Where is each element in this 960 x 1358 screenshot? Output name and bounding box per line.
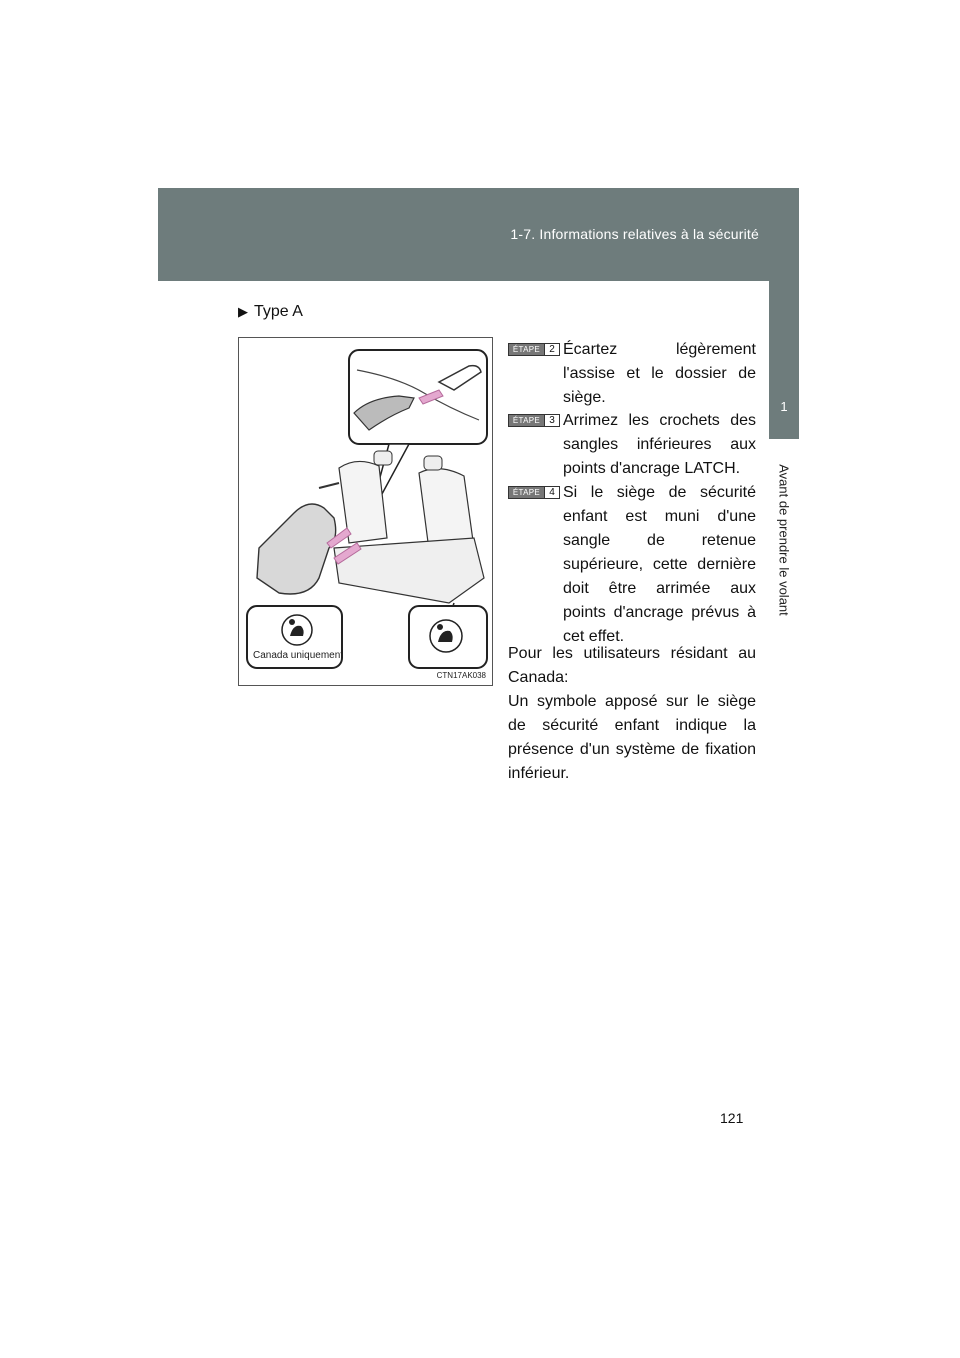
header-band: [158, 188, 799, 281]
chapter-tab: [769, 281, 799, 439]
step-number: 2: [544, 344, 559, 355]
canada-note: [508, 642, 756, 786]
step-text: Écartez légèrement l'assise et le dossier de siège.: [563, 341, 756, 406]
step-3: [508, 409, 756, 481]
step-badge-label: ÉTAPE: [509, 344, 544, 355]
page-number: 121: [720, 1110, 744, 1126]
chapter-label: Avant de prendre le volant: [776, 464, 792, 616]
step-text: Arrimez les crochets des sangles inférieures aux points d'ancrage LATCH.: [563, 412, 756, 477]
child-seat-illustration: [238, 337, 493, 686]
child-seat: [257, 504, 336, 594]
step-badge: [508, 486, 560, 499]
figure-code: CTN17AK038: [436, 671, 486, 680]
step-2: [508, 338, 756, 410]
step-number: 4: [544, 487, 559, 498]
canada-only-label: Canada uniquement: [253, 650, 344, 661]
seat-back-right: [419, 469, 474, 550]
step-badge: [508, 414, 560, 427]
type-heading: [238, 303, 303, 321]
step-badge-label: ÉTAPE: [509, 487, 544, 498]
step-number: 3: [544, 415, 559, 426]
chapter-number: 1: [780, 399, 788, 414]
step-badge-label: ÉTAPE: [509, 415, 544, 426]
type-heading-text: Type A: [254, 303, 303, 320]
latch-anchor-drawing: [239, 338, 492, 685]
note-line-1: Pour les utilisateurs résidant au Canada:: [508, 645, 756, 686]
note-line-2: Un symbole apposé sur le siège de sécurité enfant indique la présence d'un système de fixation inférieur.: [508, 693, 756, 782]
step-badge: [508, 343, 560, 356]
triangle-bullet-icon: ▶: [238, 304, 248, 319]
step-4: [508, 481, 756, 649]
step-text: Si le siège de sécurité enfant est muni d'une sangle de retenue supérieure, cette dernière doit être arrimée aux points d'ancrage prévus à cet effet.: [563, 484, 756, 645]
section-title: 1-7. Informations relatives à la sécurité: [510, 226, 759, 242]
